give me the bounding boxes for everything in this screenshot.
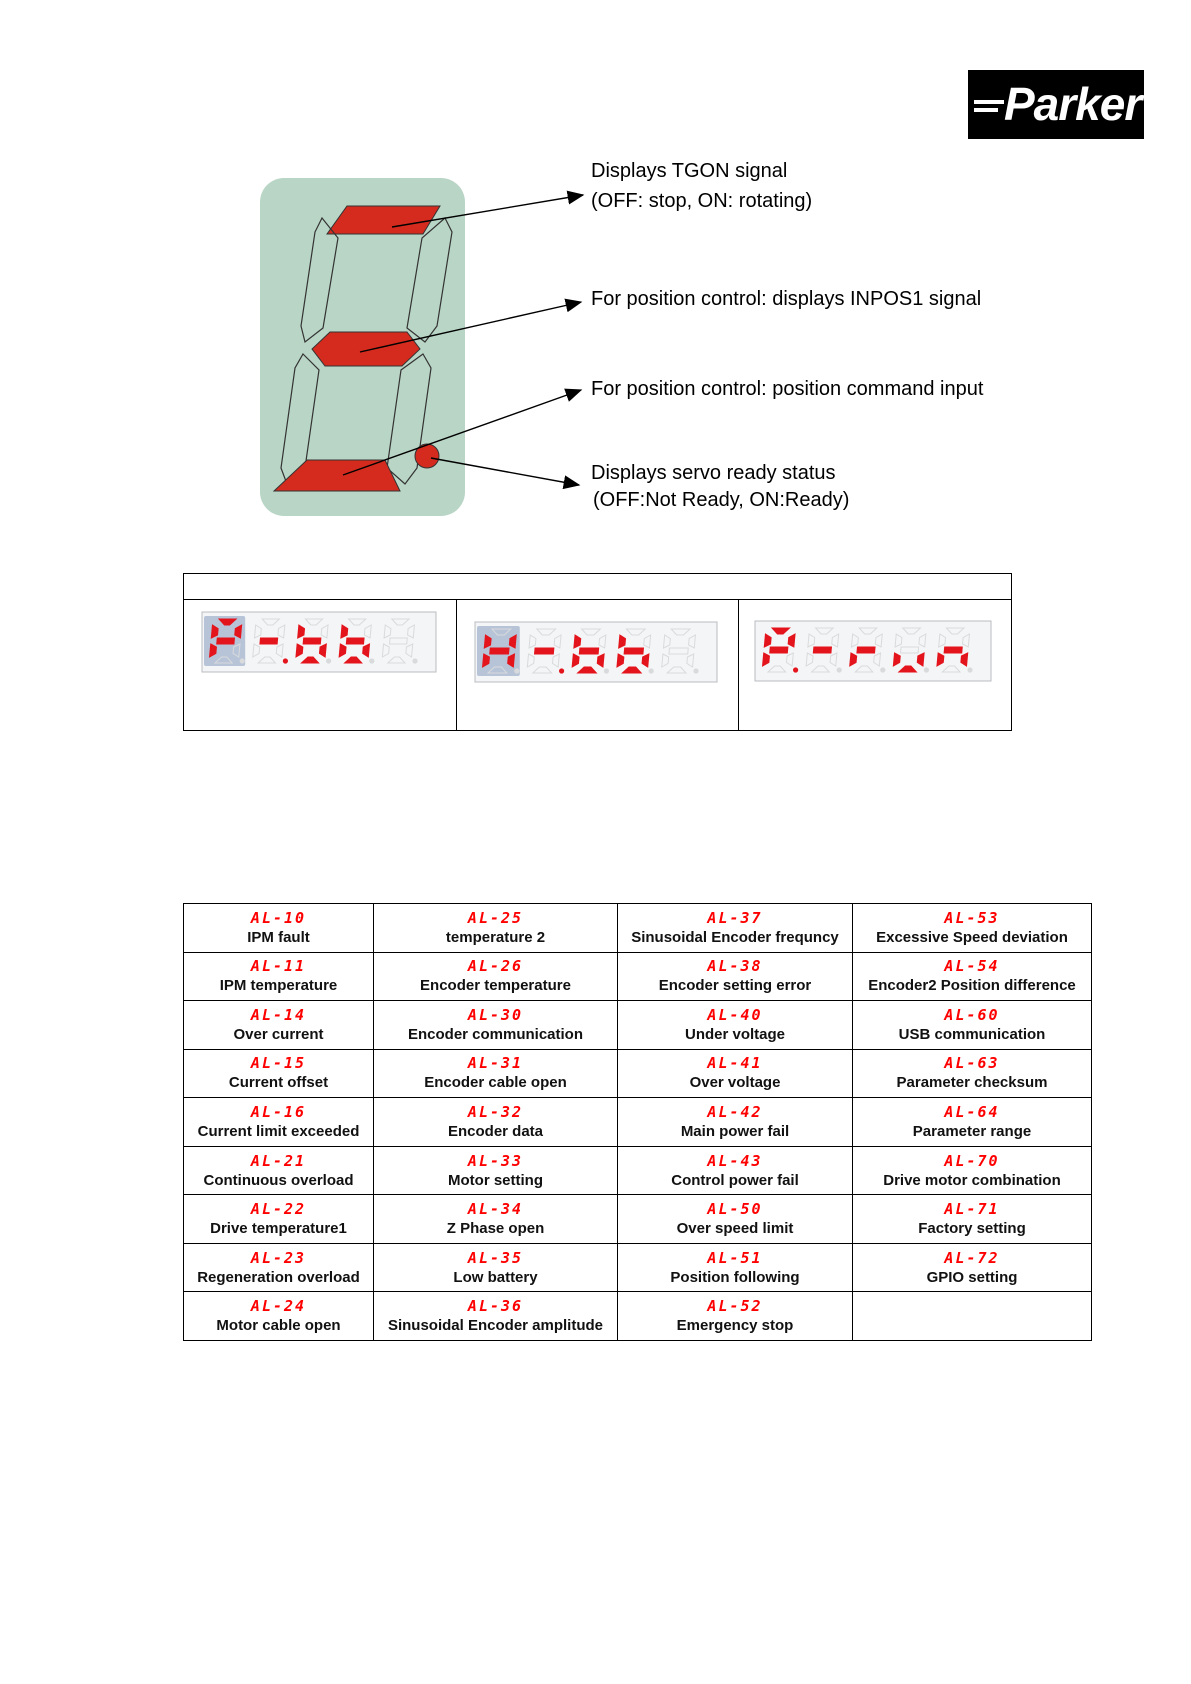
alarm-cell [618, 904, 853, 953]
alarm-row [184, 1243, 1092, 1292]
alarm-row [184, 1195, 1092, 1244]
alarm-code: AL-25 [467, 908, 524, 927]
lcd-dot [326, 658, 331, 663]
mode-display-table [183, 573, 1012, 731]
lcd-segment [770, 647, 788, 653]
alarm-description: Over voltage [689, 1074, 781, 1092]
alarm-description: Sinusoidal Encoder amplitude [387, 1317, 604, 1335]
alarm-code: AL-10 [250, 908, 307, 927]
alarm-code: AL-14 [250, 1005, 307, 1024]
alarm-cell [618, 1195, 853, 1244]
alarm-code: AL-30 [467, 1005, 524, 1024]
annotation-inpos-line1: For position control: displays INPOS1 signal [591, 288, 982, 310]
annotation-servo-ready [591, 460, 849, 514]
lcd-segment [260, 638, 278, 644]
alarm-cell [184, 904, 374, 953]
alarm-description: IPM temperature [219, 977, 338, 995]
alarm-code: AL-36 [467, 1297, 524, 1316]
alarm-code: AL-50 [707, 1200, 763, 1219]
lcd-segment [303, 638, 321, 644]
alarm-code: AL-24 [250, 1297, 307, 1316]
alarm-cell [374, 1243, 618, 1292]
annotation-servo-ready-line1: Displays servo ready status [591, 462, 836, 484]
alarm-cell [374, 952, 618, 1001]
annotation-tgon-line2: (OFF: stop, ON: rotating) [591, 190, 813, 212]
alarm-code: AL-63 [944, 1054, 1000, 1073]
alarm-description: Emergency stop [676, 1317, 794, 1335]
alarm-cell [184, 1146, 374, 1195]
lcd-segment [813, 647, 831, 653]
lcd-dot [837, 667, 842, 672]
alarm-description: Encoder data [447, 1122, 544, 1140]
alarm-description: GPIO setting [926, 1268, 1018, 1286]
mode-cell-p-run [739, 600, 1011, 731]
lcd-dot [240, 658, 245, 663]
alarm-code: AL-33 [467, 1151, 524, 1170]
alarm-description: Position following [670, 1268, 800, 1286]
alarm-cell [374, 904, 618, 953]
alarm-description: Sinusoidal Encoder frequncy [631, 928, 839, 946]
alarm-row [184, 904, 1092, 953]
alarm-description: Main power fail [680, 1122, 790, 1140]
alarm-description: Encoder communication [407, 1025, 584, 1043]
alarm-cell [618, 1098, 853, 1147]
alarm-cell [853, 1195, 1092, 1244]
alarm-cell [374, 1098, 618, 1147]
alarm-cell [853, 1098, 1092, 1147]
alarm-cell [184, 1098, 374, 1147]
alarm-description: Motor setting [448, 1171, 543, 1189]
annotation-pos-cmd-line1: For position control: position command input [591, 378, 984, 400]
alarm-description: Regeneration overload [197, 1268, 360, 1286]
alarm-description: temperature 2 [445, 928, 546, 946]
lcd-dot [693, 668, 698, 673]
alarm-code: AL-22 [250, 1200, 307, 1219]
annotation-servo-ready-line2: (OFF:Not Ready, ON:Ready) [593, 489, 850, 511]
lcd-display-p-bb [201, 611, 437, 673]
alarm-code: AL-38 [707, 957, 763, 976]
alarm-row [184, 1098, 1092, 1147]
lcd-dot [412, 658, 417, 663]
alarm-code: AL-42 [707, 1102, 763, 1121]
logo-text: Parker [1004, 78, 1142, 130]
lcd-dot [880, 667, 885, 672]
alarm-description: IPM fault [247, 928, 310, 946]
alarm-code: AL-15 [250, 1054, 307, 1073]
lcd-dot [924, 667, 929, 672]
lcd-dot [793, 667, 798, 672]
alarm-description: Current offset [228, 1074, 329, 1092]
alarm-cell [184, 1243, 374, 1292]
alarm-code: AL-72 [944, 1248, 1000, 1267]
mode-cell-h-bb [457, 600, 739, 731]
alarm-code: AL-35 [467, 1248, 524, 1267]
segment-middle [312, 332, 420, 366]
alarm-description: Low battery [453, 1268, 538, 1286]
lcd-segment [624, 648, 643, 654]
alarm-description: Current limit exceeded [197, 1122, 360, 1140]
alarm-cell [374, 1049, 618, 1098]
alarm-cell [618, 1001, 853, 1050]
alarm-code: AL-40 [707, 1005, 763, 1024]
lcd-segment [944, 647, 962, 653]
alarm-description: Drive motor combination [883, 1171, 1061, 1189]
alarm-cell [618, 1243, 853, 1292]
alarm-description: Encoder2 Position difference [868, 977, 1076, 995]
segment-top [327, 206, 440, 234]
alarm-cell [184, 1292, 374, 1341]
annotation-tgon [591, 156, 812, 216]
alarm-description: Control power fail [671, 1171, 799, 1189]
alarm-description: Drive temperature1 [210, 1220, 347, 1238]
lcd-segment [217, 638, 235, 644]
alarm-cell [618, 1146, 853, 1195]
alarm-code: AL-23 [250, 1248, 307, 1267]
alarm-cell [184, 1049, 374, 1098]
alarm-code: AL-60 [944, 1005, 1000, 1024]
alarm-description: USB communication [898, 1025, 1046, 1043]
lcd-segment [346, 638, 364, 644]
alarm-description: Over speed limit [676, 1220, 794, 1238]
alarm-cell [184, 1001, 374, 1050]
lcd-dot [967, 667, 972, 672]
alarm-code: AL-53 [944, 908, 1000, 927]
alarm-row [184, 1146, 1092, 1195]
alarm-code: AL-43 [707, 1151, 763, 1170]
lcd-dot [514, 668, 519, 673]
alarm-code: AL-51 [707, 1248, 763, 1267]
alarm-description: Continuous overload [203, 1171, 354, 1189]
lcd-segment [857, 647, 875, 653]
alarm-code: AL-34 [467, 1200, 524, 1219]
alarm-description: Motor cable open [216, 1317, 341, 1335]
alarm-cell [853, 952, 1092, 1001]
alarm-cell [618, 952, 853, 1001]
lcd-segment [535, 648, 554, 654]
annotation-inpos [591, 284, 981, 314]
alarm-code-table [183, 903, 1092, 1341]
mode-cell-p-bb [184, 600, 457, 731]
alarm-code: AL-26 [467, 957, 524, 976]
alarm-description: Over current [233, 1025, 324, 1043]
alarm-description: Excessive Speed deviation [876, 928, 1068, 946]
alarm-cell [374, 1001, 618, 1050]
lcd-segment [579, 648, 598, 654]
parker-logo [968, 70, 1144, 139]
alarm-code: AL-16 [250, 1102, 307, 1121]
alarm-code: AL-54 [944, 957, 1000, 976]
alarm-code: AL-31 [467, 1054, 524, 1073]
alarm-cell [374, 1146, 618, 1195]
mode-table-header [184, 574, 1011, 600]
lcd-dot [559, 668, 564, 673]
alarm-description: Encoder setting error [658, 977, 812, 995]
lcd-display-h-bb [474, 621, 718, 683]
alarm-cell [853, 904, 1092, 953]
annotation-tgon-line1: Displays TGON signal [591, 160, 788, 182]
alarm-description: Encoder temperature [420, 977, 571, 995]
alarm-cell [374, 1195, 618, 1244]
alarm-cell [853, 1001, 1092, 1050]
lcd-display-p-run [754, 620, 992, 682]
alarm-description: Parameter checksum [896, 1074, 1048, 1092]
alarm-row [184, 1292, 1092, 1341]
alarm-cell [853, 1292, 1092, 1341]
alarm-cell [853, 1049, 1092, 1098]
lcd-dot [283, 658, 288, 663]
alarm-code: AL-70 [944, 1151, 1000, 1170]
alarm-row [184, 1001, 1092, 1050]
alarm-code: AL-41 [707, 1054, 763, 1073]
alarm-code: AL-32 [467, 1102, 524, 1121]
alarm-description: Parameter range [912, 1122, 1032, 1140]
lcd-dot [649, 668, 654, 673]
alarm-code: AL-71 [944, 1200, 1000, 1219]
alarm-cell [618, 1049, 853, 1098]
alarm-code: AL-64 [944, 1102, 1000, 1121]
alarm-row [184, 1049, 1092, 1098]
alarm-cell [853, 1243, 1092, 1292]
alarm-cell [853, 1146, 1092, 1195]
alarm-cell [618, 1292, 853, 1341]
alarm-cell [374, 1292, 618, 1341]
alarm-description: Factory setting [918, 1220, 1026, 1238]
alarm-description: Z Phase open [446, 1220, 545, 1238]
lcd-segment [490, 648, 509, 654]
alarm-cell [184, 952, 374, 1001]
alarm-description: Encoder cable open [424, 1074, 567, 1092]
alarm-cell [184, 1195, 374, 1244]
alarm-row [184, 952, 1092, 1001]
alarm-code: AL-52 [707, 1297, 763, 1316]
segment-diagram [255, 150, 1035, 520]
alarm-code: AL-11 [250, 957, 307, 976]
alarm-table-body [184, 904, 1092, 1341]
alarm-description: Under voltage [684, 1025, 786, 1043]
alarm-code: AL-37 [707, 908, 763, 927]
lcd-dot [369, 658, 374, 663]
alarm-code: AL-21 [250, 1151, 307, 1170]
lcd-dot [604, 668, 609, 673]
annotation-pos-cmd [591, 374, 983, 404]
